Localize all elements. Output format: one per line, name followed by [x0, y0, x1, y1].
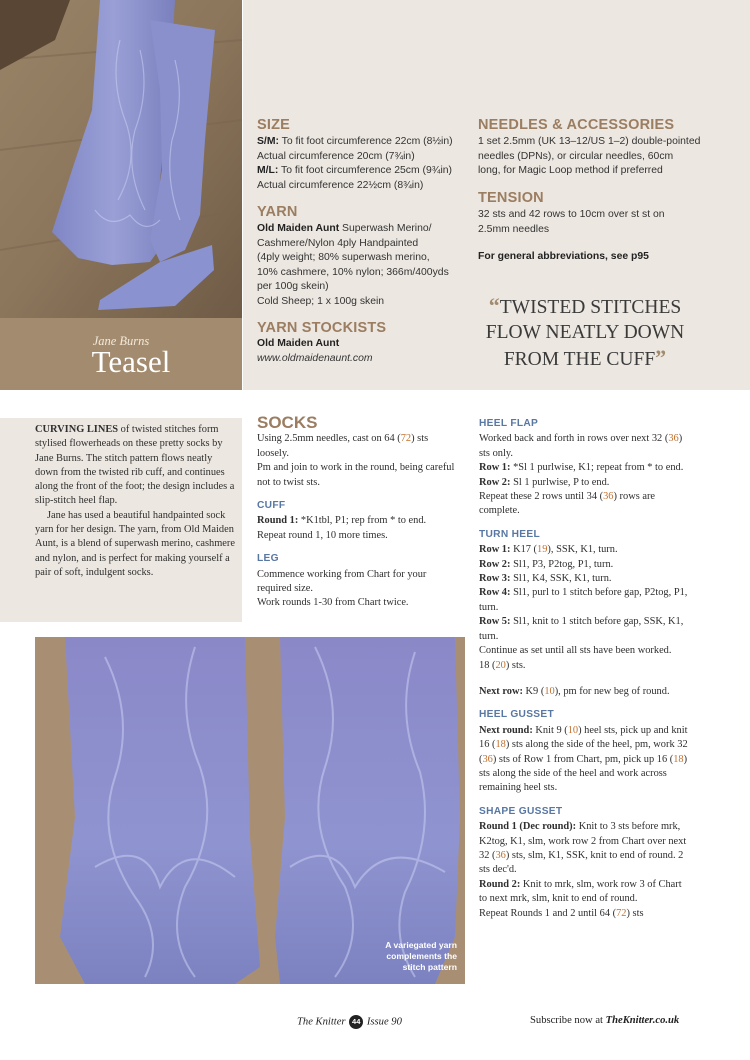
- pull-quote: [470, 294, 700, 372]
- size-value: 36: [603, 491, 614, 503]
- yarn-line-3: (4ply weight; 80% superwash merino,: [257, 252, 430, 264]
- round-text: Knit to 3 sts before mrk, K2tog, K1, slm, work row 2 from Chart over next 32 (: [479, 821, 687, 861]
- size-value: 36: [668, 433, 679, 445]
- hero-photo: [0, 0, 242, 318]
- row-text: K17 (: [510, 544, 538, 556]
- leg-line-1: Commence working from Chart for your required size.: [257, 568, 427, 595]
- yarn-line-6: Cold Sheep; 1 x 100g skein: [257, 295, 385, 307]
- size-line-1: To fit foot circumference 22cm (8½in): [278, 136, 453, 147]
- socks-photo-illustration: [0, 0, 242, 318]
- quote-line-3: FROM THE CUFF: [503, 348, 656, 370]
- heel-flap-text: Worked back and forth in rows over next 32 (: [479, 433, 669, 445]
- cuff-round-text: *K1tbl, P1; rep from * to end.: [298, 515, 427, 527]
- tension-line-2: 2.5mm needles: [478, 223, 550, 235]
- tension-heading: TENSION: [478, 190, 544, 206]
- size-sm-label: S/M:: [257, 136, 279, 147]
- round-text-end: ) sts, slm, K1, SSK, knit to end of round. 2 sts dec'd.: [479, 849, 684, 876]
- size-value: 36: [482, 753, 493, 765]
- round-text: Knit to mrk, slm, work row 3 of Chart to next mrk, slm, knit to end of round.: [479, 878, 682, 905]
- cuff-heading: CUFF: [257, 500, 286, 512]
- subscribe-text: Subscribe now at: [530, 1015, 606, 1026]
- intro-paragraph-2: Jane has used a beautiful handpainted sock yarn for her design. The yarn, from Old Maiden Aunt, is a blend of superwash merino, cashmere and nylon, and is perfect for making yourself a pair of soft, indulgent socks.: [35, 509, 235, 578]
- socks-closeup-illustration: [35, 637, 465, 984]
- size-value: 10: [567, 724, 579, 736]
- photo-caption: A variegated yarn complements the stitch pattern: [385, 940, 457, 972]
- row-label: Row 5:: [479, 616, 511, 628]
- intro-paragraph-1: of twisted stitches form stylised flowerheads on these pretty socks by Jane Burns. The stitch pattern flows neatly down from the twisted rib cuff, and continues along the front of the foot; the design includes a slip-stitch heel flap.: [35, 424, 235, 507]
- leg-line-2: Work rounds 1-30 from Chart twice.: [257, 597, 409, 609]
- quote-line-1: TWISTED STITCHES: [499, 297, 682, 318]
- yarn-line-4: 10% cashmere, 10% nylon; 366m/400yds: [257, 266, 449, 278]
- repeat-text: Repeat these 2 rows until 34 (: [479, 491, 604, 503]
- open-quote-mark: “: [488, 293, 500, 318]
- gusset-text-a: Knit 9 (: [532, 724, 568, 736]
- stockist-url[interactable]: www.oldmaidenaunt.com: [257, 352, 373, 364]
- repeat-text-end: ) rows are complete.: [479, 491, 656, 517]
- yarn-line-1: Superwash Merino/: [339, 223, 432, 234]
- size-value: 36: [495, 849, 506, 861]
- gusset-text-e: ) sts along the side of the heel and work across remaining heel sts.: [479, 753, 688, 794]
- row-label: Row 1:: [479, 544, 511, 556]
- size-details: [257, 135, 467, 193]
- gusset-text-d: ) sts of Row 1 from Chart, pm, pick up 16 (: [492, 753, 674, 765]
- repeat-text-end: ) sts: [626, 907, 644, 919]
- quote-line-2: FLOW NEATLY DOWN: [485, 321, 685, 343]
- size-heading: SIZE: [257, 117, 291, 133]
- size-value: 10: [544, 685, 555, 697]
- row-label: Row 2:: [479, 558, 511, 570]
- row-label: Row 1:: [479, 462, 511, 474]
- sts-count: 18 (: [479, 659, 496, 671]
- row-text-end: ), SSK, K1, turn.: [547, 544, 618, 556]
- row-text: Sl1, purl to 1 stitch before gap, P2tog, P1, turn.: [479, 587, 688, 613]
- needles-line-2: needles (DPNs), or circular needles, 60cm: [478, 150, 674, 162]
- size-value: 18: [495, 739, 506, 751]
- sts-count-end: ) sts.: [505, 659, 526, 671]
- row-label: Row 4:: [479, 587, 511, 599]
- next-row-text-end: ), pm for new beg of round.: [554, 685, 670, 697]
- abbreviations-note: [478, 250, 713, 265]
- gusset-text-b: ) heel sts, pick up and knit 16 (: [479, 724, 688, 751]
- pattern-title: Teasel: [91, 344, 171, 379]
- socks-heading: SOCKS: [257, 413, 318, 432]
- abbreviations-text: For general abbreviations, see p95: [478, 251, 649, 262]
- footer-magazine: [297, 1015, 402, 1029]
- tension-details: [478, 208, 713, 237]
- needles-heading: NEEDLES & ACCESSORIES: [478, 117, 675, 133]
- leg-heading: LEG: [257, 553, 279, 565]
- yarn-name: Old Maiden Aunt: [257, 223, 340, 234]
- size-value: 72: [400, 433, 412, 445]
- detail-photo: [35, 637, 465, 984]
- socks-cast-on: Using 2.5mm needles, cast on 64 (: [257, 433, 401, 445]
- socks-cast-on-end: ) sts loosely.: [257, 433, 429, 459]
- turn-heel-heading: TURN HEEL: [479, 528, 540, 540]
- cuff-round-label: Round 1:: [257, 515, 299, 527]
- intro-lead: CURVING LINES: [35, 424, 119, 435]
- magazine-name: The Knitter: [297, 1016, 346, 1028]
- next-row-text: K9 (: [522, 685, 545, 697]
- row-text: *Sl 1 purlwise, K1; repeat from * to end.: [510, 462, 684, 474]
- right-column: [479, 417, 691, 921]
- gusset-text-c: ) sts along the side of the heel, pm, work 32 (: [479, 739, 688, 765]
- continue-text: Continue as set until all sts have been worked.: [479, 645, 672, 657]
- row-label: Row 2:: [479, 476, 511, 488]
- round-label: Round 1 (Dec round):: [479, 821, 577, 833]
- intro-text: [35, 423, 235, 580]
- needles-line-1: 1 set 2.5mm (UK 13–12/US 1–2) double-pointed: [478, 136, 701, 147]
- size-line-4: Actual circumference 22½cm (8¾in): [257, 179, 424, 191]
- size-line-2: Actual circumference 20cm (7¾in): [257, 150, 415, 162]
- page-number: 44: [349, 1015, 363, 1029]
- row-label: Row 3:: [479, 573, 511, 585]
- size-line-3: To fit foot circumference 25cm (9¾in): [278, 165, 452, 177]
- row-text: Sl1, knit to 1 stitch before gap, SSK, K1, turn.: [479, 616, 684, 642]
- heel-flap-heading: HEEL FLAP: [479, 418, 539, 429]
- row-text: Sl1, K4, SSK, K1, turn.: [510, 573, 612, 585]
- socks-column: [257, 413, 457, 611]
- stockist-name: Old Maiden Aunt: [257, 338, 340, 349]
- heel-gusset-heading: HEEL GUSSET: [479, 709, 555, 721]
- yarn-line-2: Cashmere/Nylon 4ply Handpainted: [257, 237, 419, 249]
- next-row-label: Next row:: [479, 685, 523, 697]
- row-text: Sl1, P3, P2tog, P1, turn.: [510, 558, 614, 570]
- needles-details: [478, 135, 713, 179]
- next-round-label: Next round:: [479, 724, 533, 736]
- round-label: Round 2:: [479, 878, 521, 890]
- size-value: 72: [616, 907, 627, 919]
- subscribe-link[interactable]: TheKnitter.co.uk: [605, 1015, 680, 1026]
- yarn-heading: YARN: [257, 204, 298, 220]
- stockists-details: [257, 337, 467, 366]
- footer-subscribe: [530, 1015, 679, 1026]
- designer-name: Jane Burns: [92, 334, 150, 348]
- heel-gusset-text: [479, 724, 691, 796]
- size-value: 19: [537, 544, 548, 556]
- heel-flap-text-end: ) sts only.: [479, 433, 683, 459]
- size-ml-label: M/L:: [257, 165, 279, 177]
- tension-line-1: 32 sts and 42 rows to 10cm over st st on: [478, 209, 665, 220]
- shape-gusset-heading: SHAPE GUSSET: [479, 805, 563, 817]
- issue-number: Issue 90: [366, 1016, 402, 1028]
- yarn-line-5: per 100g skein): [257, 281, 329, 293]
- cuff-repeat: Repeat round 1, 10 more times.: [257, 529, 388, 541]
- stockists-heading: YARN STOCKISTS: [257, 320, 387, 336]
- size-value: 20: [495, 659, 506, 671]
- close-quote-mark: ”: [655, 344, 667, 370]
- yarn-details: [257, 222, 467, 310]
- needles-line-3: long, for Magic Loop method if preferred: [478, 165, 663, 177]
- size-value: 18: [673, 753, 684, 765]
- row-text: Sl 1 purlwise, P to end.: [510, 476, 610, 488]
- repeat-text: Repeat Rounds 1 and 2 until 64 (: [479, 907, 617, 919]
- socks-join: Pm and join to work in the round, being careful not to twist sts.: [257, 462, 455, 488]
